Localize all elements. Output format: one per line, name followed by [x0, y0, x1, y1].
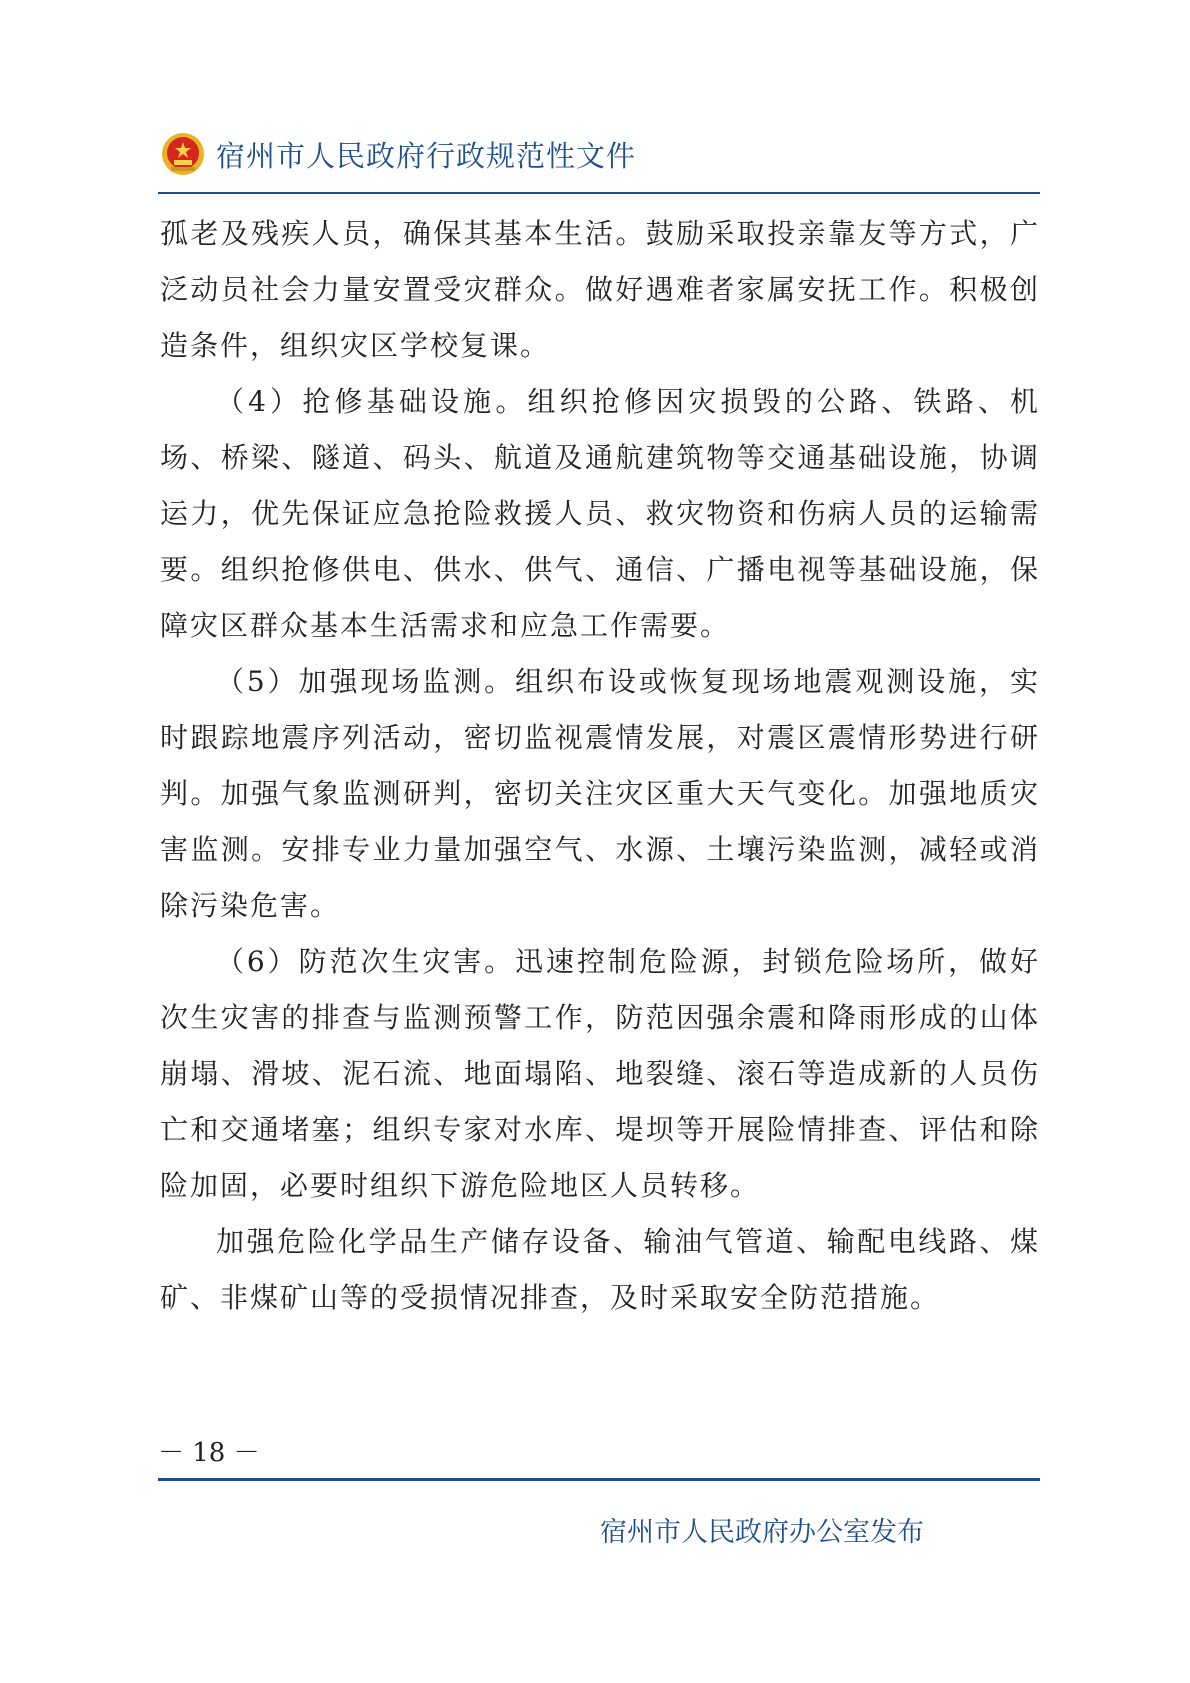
footer-publisher: 宿州市人民政府办公室发布 [600, 1517, 924, 1548]
paragraph-repair-infrastructure: （4）抢修基础设施。组织抢修因灾损毁的公路、铁路、机场、桥梁、隧道、码头、航道及通航建筑物等交通基础设施，协调运力，优先保证应急抢险救援人员、救灾物资和伤病人员的运输需要。组织抢修供电、供水、供气、通信、广播电视等基础设施，保障灾区群众基本生活需求和应急工作需要。 [160, 385, 1040, 642]
header-rule [158, 192, 1040, 194]
header-title: 宿州市人民政府行政规范性文件 [216, 138, 637, 173]
paragraph-secondary-disasters: （6）防范次生灾害。迅速控制危险源，封锁危险场所，做好次生灾害的排查与监测预警工作，防范因强余震和降雨形成的山体崩塌、滑坡、泥石流、地面塌陷、地裂缝、滚石等造成新的人员伤亡和交通堵塞；组织专家对水库、堤坝等开展险情排查、评估和除险加固，必要时组织下游危险地区人员转移。 [160, 945, 1040, 1202]
paragraph-site-monitoring: （5）加强现场监测。组织布设或恢复现场地震观测设施，实时跟踪地震序列活动，密切监视震情发展，对震区震情形势进行研判。加强气象监测研判，密切关注灾区重大天气变化。加强地质灾害监测。安排专业力量加强空气、水源、土壤污染监测，减轻或消除污染危害。 [160, 665, 1040, 922]
national-emblem-icon [160, 131, 206, 177]
paragraph-continued: 孤老及残疾人员，确保其基本生活。鼓励采取投亲靠友等方式，广泛动员社会力量安置受灾群众。做好遇难者家属安抚工作。积极创造条件，组织灾区学校复课。 [160, 217, 1040, 362]
footer-rule [158, 1478, 1040, 1481]
document-body [160, 206, 1040, 1326]
paragraph-hazardous-chemicals: 加强危险化学品生产储存设备、输油气管道、输配电线路、煤矿、非煤矿山等的受损情况排查，及时采取安全防范措施。 [160, 1225, 1040, 1314]
document-header [160, 128, 636, 180]
page-number: － 18 － [158, 1438, 260, 1468]
